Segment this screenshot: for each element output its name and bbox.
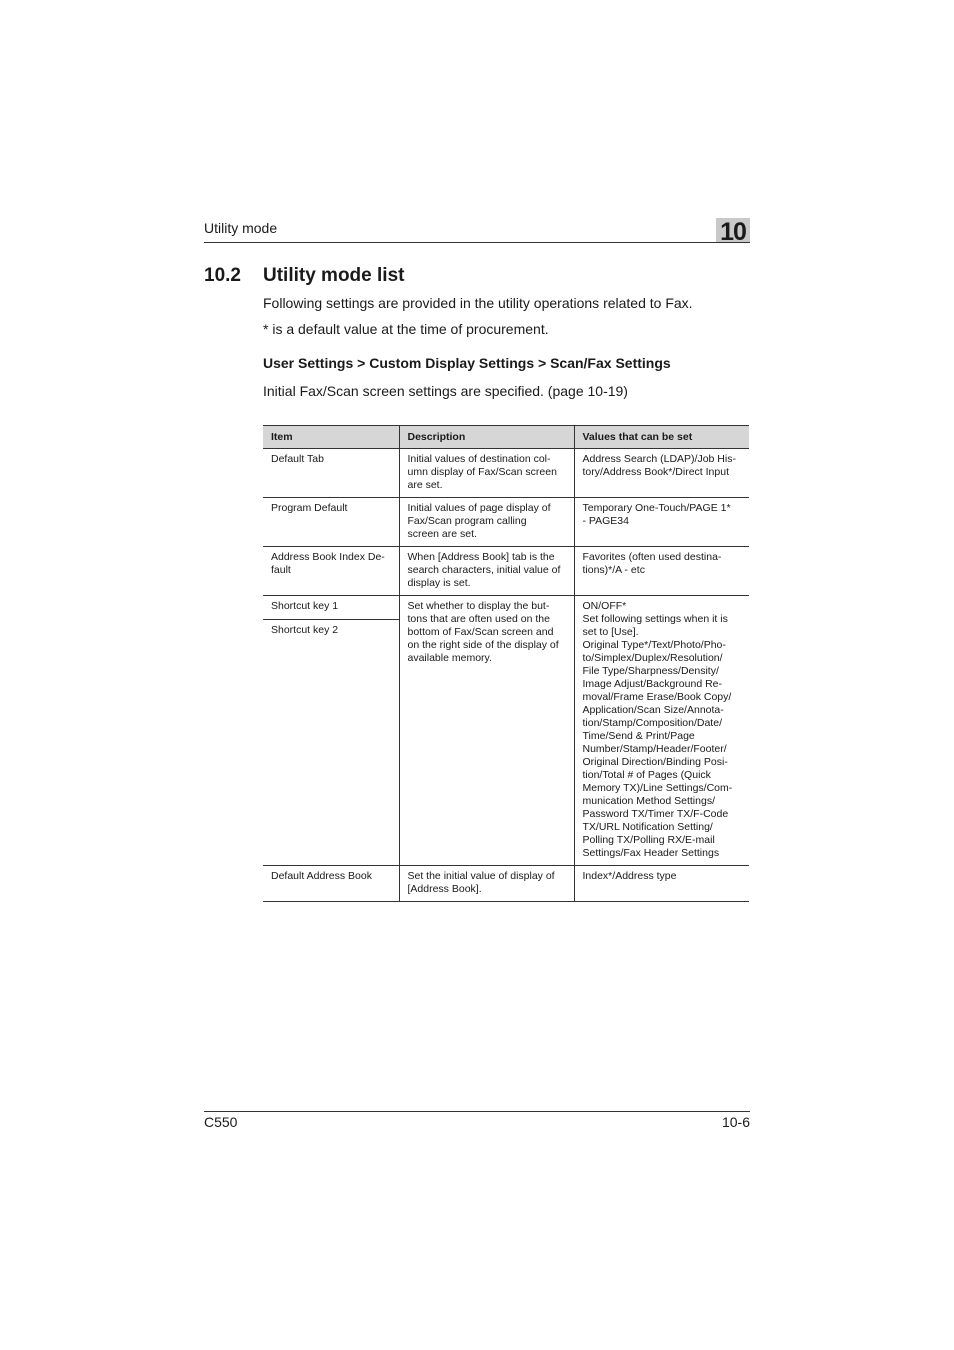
section-heading — [204, 265, 404, 287]
values-line: File Type/Sharpness/Density/ — [582, 665, 719, 677]
chapter-number-badge: 10 — [716, 218, 750, 242]
section-title: Utility mode list — [263, 265, 405, 286]
values-line: Settings/Fax Header Settings — [582, 847, 720, 859]
footer-page-number: 10-6 — [721, 1114, 750, 1130]
footer-model-name: C550 — [204, 1114, 238, 1130]
values-cell — [574, 547, 749, 596]
values-line: set to [Use]. — [582, 626, 639, 638]
values-cell — [574, 596, 749, 866]
description-cell — [399, 498, 574, 547]
description-line: on the right side of the display of — [407, 639, 559, 651]
values-line: tory/Address Book*/Direct Input — [582, 466, 729, 478]
values-line: tion/Total # of Pages (Quick — [582, 769, 711, 781]
values-line: - PAGE34 — [582, 515, 629, 527]
values-line: Set following settings when it is — [582, 613, 728, 625]
item-cell: Program Default — [263, 498, 399, 547]
table-row — [263, 866, 749, 902]
page-header-title: Utility mode — [204, 220, 278, 236]
description-line: Set whether to display the but- — [407, 600, 550, 612]
values-line: Image Adjust/Background Re- — [582, 678, 722, 690]
description-line: Set the initial value of display of — [407, 870, 555, 882]
description-line: When [Address Book] tab is the — [407, 551, 555, 563]
values-line: TX/URL Notification Setting/ — [582, 821, 713, 833]
footer-divider — [204, 1111, 750, 1112]
values-line: Address Search (LDAP)/Job His- — [582, 453, 736, 465]
header-divider — [204, 242, 750, 243]
table-row — [263, 449, 749, 498]
values-line: ON/OFF* — [582, 600, 627, 612]
values-line: Favorites (often used destina- — [582, 551, 722, 563]
values-line: munication Method Settings/ — [582, 795, 715, 807]
description-line: display is set. — [407, 577, 471, 589]
values-cell — [574, 498, 749, 547]
description-line: Fax/Scan program calling — [407, 515, 527, 527]
description-cell — [399, 547, 574, 596]
description-line: Initial values of page display of — [407, 502, 551, 514]
values-line: Number/Stamp/Header/Footer/ — [582, 743, 727, 755]
description-line: search characters, initial value of — [407, 564, 561, 576]
values-line: Memory TX)/Line Settings/Com- — [582, 782, 733, 794]
item-cell-shortcut-key-1: Shortcut key 1 — [263, 596, 399, 620]
item-cell — [263, 547, 399, 596]
values-line: Polling TX/Polling RX/E-mail — [582, 834, 715, 846]
item-line: fault — [271, 564, 291, 576]
description-cell — [399, 596, 574, 866]
values-line: Original Direction/Binding Posi- — [582, 756, 728, 768]
table-row — [263, 547, 749, 596]
settings-table — [263, 425, 749, 902]
values-line: moval/Frame Erase/Book Copy/ — [582, 691, 732, 703]
subsection-description: Initial Fax/Scan screen settings are specified. (page 10-19) — [263, 383, 628, 399]
description-line: tons that are often used on the — [407, 613, 550, 625]
default-value-note: * is a default value at the time of procurement. — [263, 321, 549, 337]
values-cell — [574, 449, 749, 498]
intro-paragraph: Following settings are provided in the utility operations related to Fax. — [263, 295, 693, 311]
description-line: [Address Book]. — [407, 883, 482, 895]
column-header-values: Values that can be set — [574, 426, 749, 449]
table-header-row — [263, 426, 749, 449]
description-line: are set. — [407, 479, 443, 491]
item-cell: Default Address Book — [263, 866, 399, 902]
values-line: Original Type*/Text/Photo/Pho- — [582, 639, 726, 651]
description-line: bottom of Fax/Scan screen and — [407, 626, 554, 638]
column-header-description: Description — [399, 426, 574, 449]
description-cell — [399, 449, 574, 498]
description-line: umn display of Fax/Scan screen — [407, 466, 557, 478]
values-line: to/Simplex/Duplex/Resolution/ — [582, 652, 723, 664]
values-line: Temporary One-Touch/PAGE 1* — [582, 502, 731, 514]
values-line: tion/Stamp/Composition/Date/ — [582, 717, 722, 729]
description-line: available memory. — [407, 652, 492, 664]
subsection-heading: User Settings > Custom Display Settings > Scan/Fax Settings — [263, 355, 671, 371]
description-cell — [399, 866, 574, 902]
values-line: Index*/Address type — [582, 870, 677, 882]
table-row — [263, 498, 749, 547]
item-cell-shortcut-key-2: Shortcut key 2 — [263, 619, 399, 865]
item-cell: Default Tab — [263, 449, 399, 498]
item-line: Address Book Index De- — [271, 551, 385, 563]
table-row — [263, 596, 749, 620]
column-header-item: Item — [263, 426, 399, 449]
values-line: tions)*/A - etc — [582, 564, 645, 576]
values-line: Time/Send & Print/Page — [582, 730, 695, 742]
description-line: screen are set. — [407, 528, 477, 540]
section-number: 10.2 — [204, 265, 241, 286]
values-cell — [574, 866, 749, 902]
description-line: Initial values of destination col- — [407, 453, 551, 465]
values-line: Password TX/Timer TX/F-Code — [582, 808, 729, 820]
values-line: Application/Scan Size/Annota- — [582, 704, 724, 716]
